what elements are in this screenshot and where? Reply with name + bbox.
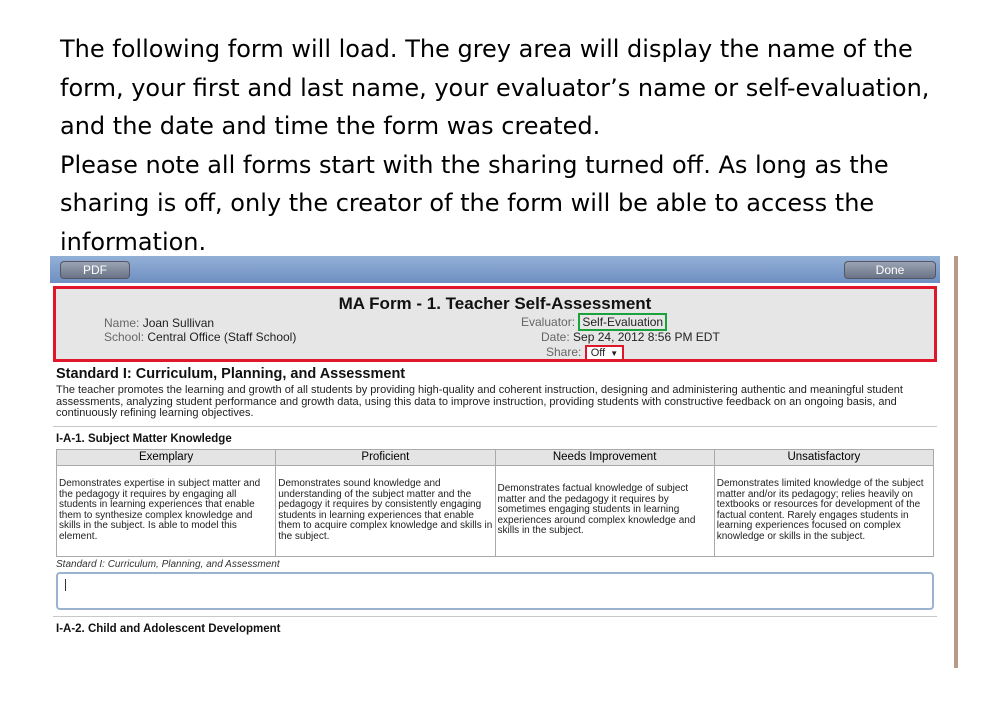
instructions-text bbox=[60, 30, 980, 261]
divider bbox=[53, 426, 937, 427]
section-title-subject-matter: I-A-1. Subject Matter Knowledge bbox=[56, 432, 232, 445]
standard-caption: Standard I: Curriculum, Planning, and Assessment bbox=[56, 558, 280, 570]
standard-title: Standard I: Curriculum, Planning, and Assessment bbox=[56, 366, 406, 382]
share-label: Share: bbox=[546, 345, 582, 359]
form-title: MA Form - 1. Teacher Self-Assessment bbox=[338, 294, 652, 313]
evaluator-row bbox=[521, 315, 667, 329]
section-title-child-development: I-A-2. Child and Adolescent Development bbox=[56, 622, 281, 635]
divider bbox=[53, 616, 937, 617]
done-button[interactable]: Done bbox=[844, 261, 936, 279]
name-value: Joan Sullivan bbox=[142, 316, 215, 330]
instructions-paragraph-2: Please note all forms start with the sharing turned off. As long as the sharing is off, only the creator of the form will be able to access the information. bbox=[60, 150, 889, 256]
name-row bbox=[104, 316, 214, 330]
comment-input[interactable] bbox=[56, 572, 934, 610]
chevron-down-icon: ▼ bbox=[610, 349, 619, 358]
evaluator-value: Self-Evaluation bbox=[578, 313, 667, 331]
rubric-cell-needs-improvement[interactable]: Demonstrates factual knowledge of subject matter and the pedagogy it requires by sometimes engaging students in learning experiences around complex knowledge and skills in the subject. bbox=[495, 465, 714, 556]
share-value: Off bbox=[590, 347, 606, 359]
school-label: School: bbox=[104, 330, 145, 344]
column-header-exemplary: Exemplary bbox=[57, 449, 276, 465]
share-row bbox=[546, 345, 624, 361]
name-label: Name: bbox=[104, 316, 140, 330]
rubric-table bbox=[56, 449, 934, 557]
text-cursor bbox=[65, 579, 66, 591]
school-value: Central Office (Staff School) bbox=[147, 330, 297, 344]
rubric-cell-unsatisfactory[interactable]: Demonstrates limited knowledge of the subject matter and/or its pedagogy; relies heavily on textbooks or resources for development of the factual content. Rarely engages students in learning experiences focused on complex knowledge or skills in the subject. bbox=[714, 465, 933, 556]
form-screenshot bbox=[50, 256, 958, 668]
school-row bbox=[104, 330, 296, 344]
pdf-button[interactable]: PDF bbox=[60, 261, 130, 279]
instructions-paragraph-1: The following form will load. The grey area will display the name of the form, your first and last name, your evaluator’s name or self-evaluation, and the date and time the form was created. bbox=[60, 35, 930, 140]
form-header bbox=[53, 286, 937, 362]
column-header-unsatisfactory: Unsatisfactory bbox=[714, 449, 933, 465]
table-header-row bbox=[57, 449, 934, 465]
rubric-cell-exemplary[interactable]: Demonstrates expertise in subject matter and the pedagogy it requires by engaging all students in learning experiences that enable them to synthesize complex knowledge and skills in the subject. Is able to model this element. bbox=[57, 465, 276, 556]
date-label: Date: bbox=[541, 330, 570, 344]
column-header-proficient: Proficient bbox=[276, 449, 495, 465]
date-row bbox=[541, 330, 720, 344]
table-row bbox=[57, 465, 934, 556]
rubric-cell-proficient[interactable]: Demonstrates sound knowledge and understanding of the subject matter and the pedagogy it requires by consistently engaging students in learning experiences that enable them to acquire complex knowledge and skills in the subject. bbox=[276, 465, 495, 556]
date-value: Sep 24, 2012 8:56 PM EDT bbox=[573, 330, 720, 344]
form-toolbar bbox=[50, 256, 940, 283]
evaluator-label: Evaluator: bbox=[521, 315, 576, 329]
share-dropdown[interactable] bbox=[585, 345, 624, 361]
standard-description: The teacher promotes the learning and growth of all students by providing high-quality and coherent instruction, designing and administering authentic and meaningful student assessments, analyzing student performance and growth data, using this data to improve instruction, providing students with constructive feedback on an ongoing basis, and continuously refining learning objectives. bbox=[56, 384, 903, 419]
column-header-needs-improvement: Needs Improvement bbox=[495, 449, 714, 465]
form-content bbox=[53, 366, 937, 639]
